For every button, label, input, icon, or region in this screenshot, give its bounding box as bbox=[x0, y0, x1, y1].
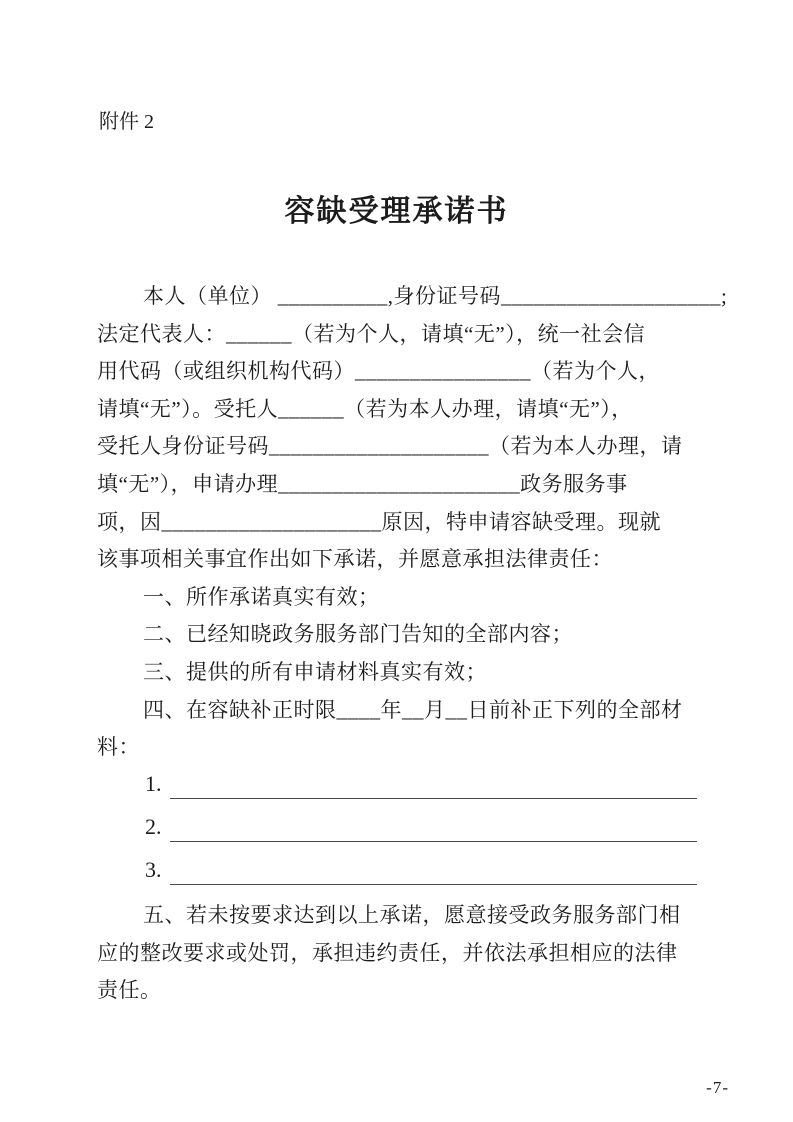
body-line: 用代码（或组织机构代码）________________（若为个人， bbox=[97, 359, 660, 384]
material-blank-row-3 bbox=[97, 842, 697, 885]
material-number: 1. bbox=[145, 771, 162, 796]
closing-line: 责任。 bbox=[97, 978, 162, 1003]
material-fill-line bbox=[170, 768, 698, 799]
body-line-item-4: 四、在容缺补正时限____年__月__日前补正下列的全部材 bbox=[143, 697, 683, 722]
material-blank-row-1 bbox=[97, 756, 697, 799]
body-line-item-3: 三、提供的所有申请材料真实有效； bbox=[143, 659, 487, 684]
material-number: 3. bbox=[145, 857, 162, 882]
material-blank-list bbox=[97, 756, 697, 885]
material-number: 2. bbox=[145, 814, 162, 839]
body-line: 请填“无”）。受托人______（若为本人办理，请填“无”）， bbox=[97, 396, 633, 421]
body-paragraph bbox=[97, 278, 728, 767]
attachment-label: 附件 2 bbox=[99, 111, 154, 133]
closing-line: 应的整改要求或处罚，承担违约责任，并依法承担相应的法律 bbox=[97, 940, 678, 965]
body-line: 法定代表人：______（若为个人，请填“无”），统一社会信 bbox=[97, 321, 646, 346]
body-line: 受托人身份证号码____________________（若为本人办理，请 bbox=[97, 434, 683, 459]
body-line: 项，因____________________原因，特申请容缺受理。现就 bbox=[97, 509, 661, 534]
material-fill-line bbox=[170, 854, 698, 885]
page-number: -7- bbox=[706, 1078, 729, 1097]
body-line: 本人（单位） __________,身份证号码____________________; bbox=[143, 284, 728, 308]
closing-paragraph bbox=[97, 897, 697, 1010]
body-line: 该事项相关事宜作出如下承诺，并愿意承担法律责任： bbox=[97, 547, 613, 572]
body-line: 填“无”），申请办理______________________政务服务事 bbox=[97, 471, 628, 496]
body-line: 料： bbox=[97, 735, 140, 760]
body-line-item-2: 二、已经知晓政务服务部门告知的全部内容； bbox=[143, 622, 573, 647]
material-fill-line bbox=[170, 811, 698, 842]
page-title: 容缺受理承诺书 bbox=[284, 195, 509, 228]
closing-line: 五、若未按要求达到以上承诺，愿意接受政务服务部门相 bbox=[143, 903, 681, 927]
body-line-item-1: 一、所作承诺真实有效； bbox=[143, 584, 380, 609]
material-blank-row-2 bbox=[97, 799, 697, 842]
